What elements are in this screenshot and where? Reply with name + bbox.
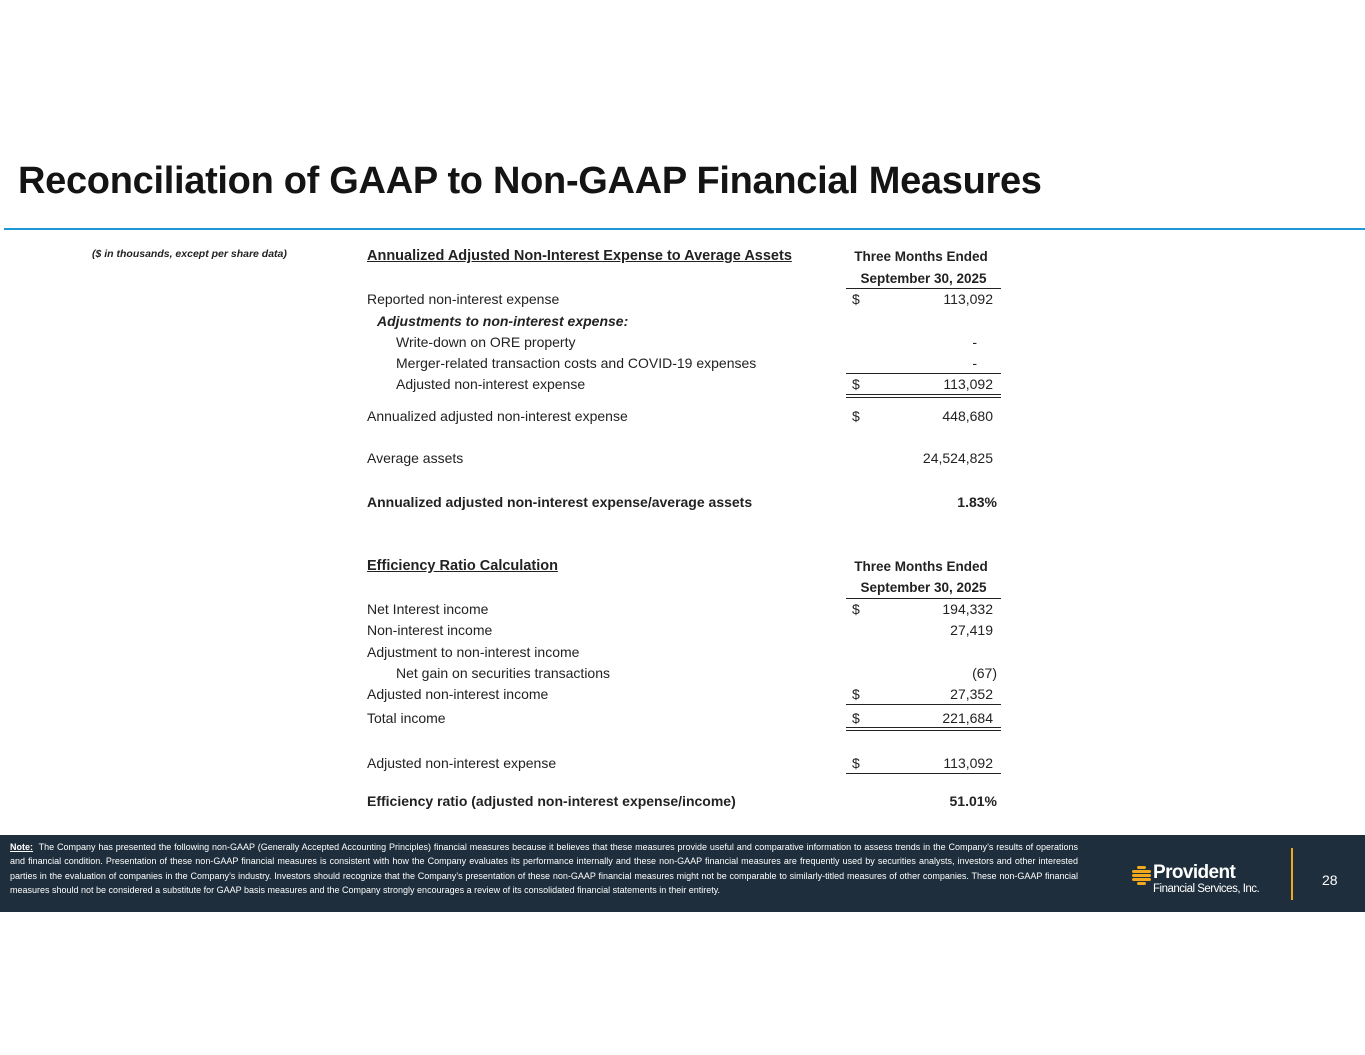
double-rule-bottom (846, 397, 1001, 398)
currency-symbol: $ (852, 601, 860, 617)
row-value: 221,684 (942, 710, 993, 726)
logo-name: Provident (1153, 862, 1236, 883)
footer-bar (0, 835, 1365, 912)
row-value: 113,092 (943, 755, 993, 771)
title-divider (4, 228, 1365, 230)
row-value: 27,352 (950, 686, 993, 702)
row-label: Reported non-interest expense (367, 291, 560, 307)
subtotal-rule (846, 373, 1001, 374)
row-value: 194,332 (942, 601, 993, 617)
ratio-value: 1.83% (957, 494, 997, 510)
page-title: Reconciliation of GAAP to Non-GAAP Financial Measures (18, 160, 1042, 202)
row-value: - (972, 355, 977, 371)
row-label: Average assets (367, 450, 464, 466)
currency-symbol: $ (852, 755, 860, 771)
footer-divider (1291, 848, 1293, 900)
section1-header-date: September 30, 2025 (860, 271, 987, 286)
subtotal-rule (846, 704, 1001, 705)
row-value: 27,419 (950, 622, 993, 638)
disclaimer-note (10, 840, 1078, 898)
currency-symbol: $ (852, 376, 860, 392)
row-label: Adjustments to non-interest expense: (377, 313, 629, 329)
row-value: 24,524,825 (922, 450, 993, 466)
section2-header-period: Three Months Ended (854, 559, 988, 574)
currency-symbol: $ (852, 686, 860, 702)
row-label: Net gain on securities transactions (396, 665, 610, 681)
section2-header-date: September 30, 2025 (860, 580, 987, 595)
row-label: Total income (367, 710, 446, 726)
row-label: Net Interest income (367, 601, 489, 617)
row-label: Merger-related transaction costs and COVID-19 expenses (396, 355, 757, 371)
double-rule-bottom (846, 730, 1001, 731)
currency-symbol: $ (852, 408, 860, 424)
section2-title: Efficiency Ratio Calculation (367, 558, 558, 574)
ratio-value: 51.01% (949, 793, 997, 809)
section1-header-rule (846, 288, 1001, 289)
logo-subtitle: Financial Services, Inc. (1153, 883, 1260, 895)
section1-title: Annualized Adjusted Non-Interest Expense to Average Assets (367, 248, 792, 264)
row-value: 448,680 (942, 408, 993, 424)
row-label: Adjusted non-interest expense (396, 376, 586, 392)
total-rule (846, 773, 1001, 774)
note-label: Note: (10, 842, 33, 852)
ratio-label: Efficiency ratio (adjusted non-interest expense/income) (367, 793, 736, 809)
row-label: Write-down on ORE property (396, 334, 576, 350)
row-label: Adjusted non-interest income (367, 686, 549, 702)
row-value: - (972, 334, 977, 350)
section1-header-period: Three Months Ended (854, 249, 988, 264)
double-rule-top (846, 394, 1001, 395)
ratio-label: Annualized adjusted non-interest expense/average assets (367, 494, 753, 510)
note-text: The Company has presented the following non-GAAP (Generally Accepted Accounting Principles) financial measures because it believes that these measures provide useful and comparative information to assess trends in the Company’s results of operations and financial condition. Presentation of these non-GAAP financial measures is consistent with how the Company evaluates its performance internally and these non-GAAP financial measures are frequently used by securities analysts, investors and other interested parties in the evaluation of companies in the Company’s industry. Investors should recognize that the Company’s presentation of these non-GAAP financial measures might not be comparable to similarly-titled measures of other companies. These non-GAAP financial measures should not be considered a substitute for GAAP basis measures and the Company strongly encourages a review of its consolidated financial statements in their entirety. (10, 842, 1078, 896)
row-label: Adjustment to non-interest income (367, 644, 580, 660)
row-label: Adjusted non-interest expense (367, 755, 557, 771)
section2-header-rule (846, 598, 1001, 599)
row-value: 113,092 (943, 291, 993, 307)
page-number: 28 (1322, 872, 1338, 888)
double-rule-top (846, 727, 1001, 728)
row-value: 113,092 (943, 376, 993, 392)
row-label: Annualized adjusted non-interest expense (367, 408, 628, 424)
currency-symbol: $ (852, 291, 860, 307)
provident-logo-icon (1132, 866, 1151, 885)
row-label: Non-interest income (367, 622, 493, 638)
units-note: ($ in thousands, except per share data) (92, 248, 287, 260)
currency-symbol: $ (852, 710, 860, 726)
row-value: (67) (972, 665, 997, 681)
